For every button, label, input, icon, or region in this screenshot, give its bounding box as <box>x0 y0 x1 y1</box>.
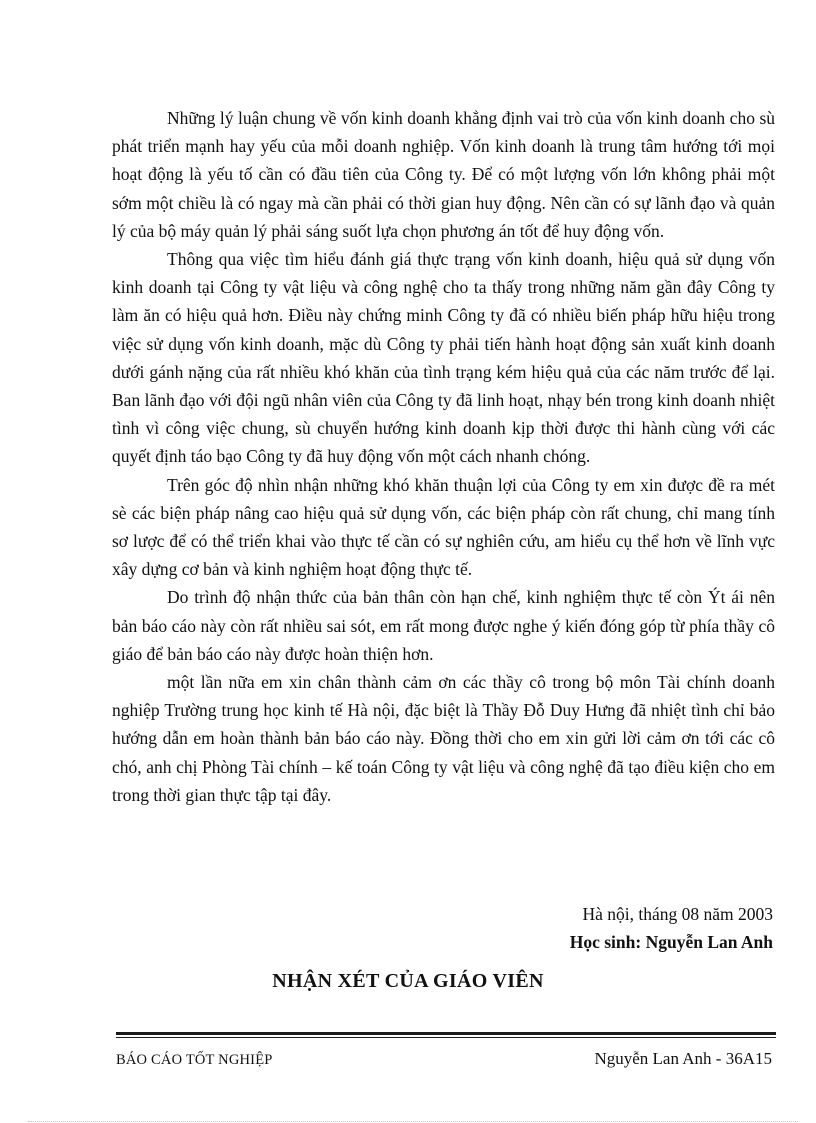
footer-author: Nguyễn Lan Anh - 36A15 <box>594 1049 772 1068</box>
page-edge-divider <box>28 1121 798 1122</box>
footer-report-title: BÁO CÁO TỐT NGHIỆP <box>116 1052 273 1068</box>
paragraph-3: Trên góc độ nhìn nhận những khó khăn thuận lợi của Công ty em xin được đề ra mét sè các biện pháp nâng cao hiệu quả sử dụng vốn, các biện pháp còn rất chung, chỉ mang tính sơ lược để có thể triển khai vào thực tế cần có sự nghiên cứu, am hiểu cụ thể hơn về lĩnh vực xây dựng cơ bản và kinh nghiệm hoạt động thực tế. <box>112 474 775 580</box>
paragraph-5: một lần nữa em xin chân thành cảm ơn các thầy cô trong bộ môn Tài chính doanh nghiệp Trường trung học kinh tế Hà nội, đặc biệt là Thầy Đỗ Duy Hưng đã nhiệt tình chỉ bảo hướng dẫn em hoàn thành bản báo cáo này. Đồng thời cho em xin gửi lời cảm ơn tới các cô chó, anh chị Phòng Tài chính – kế toán Công ty vật liệu và công nghệ đã tạo điều kiện cho em trong thời gian thực tập tại đây. <box>112 672 775 805</box>
paragraph-4: Do trình độ nhận thức của bản thân còn hạn chế, kinh nghiệm thực tế còn Ýt ái nên bản báo cáo này còn rất nhiều sai sót, em rất mong được nghe ý kiến đóng góp từ phía thầy cô giáo để bản báo cáo này được hoàn thiện hơn. <box>112 587 775 664</box>
place-date: Hà nội, tháng 08 năm 2003 <box>582 904 773 924</box>
student-name: Học sinh: Nguyễn Lan Anh <box>569 932 773 952</box>
section-title: NHẬN XÉT CỦA GIÁO VIÊN <box>272 970 544 992</box>
footer-rule-thick <box>116 1032 776 1035</box>
signature-block <box>570 900 773 956</box>
footer-rule-thin <box>116 1037 776 1038</box>
body-text <box>112 104 775 809</box>
paragraph-1: Những lý luận chung về vốn kinh doanh khẳng định vai trò của vốn kinh doanh cho sù phát triển mạnh hay yếu của mỗi doanh nghiệp. Vốn kinh doanh là trung tâm hướng tới mọi hoạt động là yếu tố cần có đầu tiên của Công ty. Để có một lượng vốn lớn không phải một sớm một chiều là có ngay mà cần phải có thời gian huy động. Nên cần có sự lãnh đạo và quản lý của bộ máy quản lý phải sáng suốt lựa chọn phương án tốt để huy động vốn. <box>112 108 775 241</box>
paragraph-2: Thông qua việc tìm hiểu đánh giá thực trạng vốn kinh doanh, hiệu quả sử dụng vốn kinh doanh tại Công ty vật liệu và công nghệ cho ta thấy trong những năm gần đây Công ty làm ăn có hiệu quả hơn. Điều này chứng minh Công ty đã có nhiều biến pháp hữu hiệu trong việc sử dụng vốn kinh doanh, mặc dù Công ty phải tiến hành hoạt động sản xuất kinh doanh dưới gánh nặng của rất nhiều khó khăn của tình trạng kém hiệu quả của các năm trước để lại. Ban lãnh đạo với đội ngũ nhân viên của Công ty đã linh hoạt, nhạy bén trong kinh doanh nhiệt tình vì công việc chung, sù chuyển hướng kinh doanh kịp thời được thi hành cùng với các quyết định táo bạo Công ty đã huy động vốn một cách nhanh chóng. <box>112 249 775 467</box>
